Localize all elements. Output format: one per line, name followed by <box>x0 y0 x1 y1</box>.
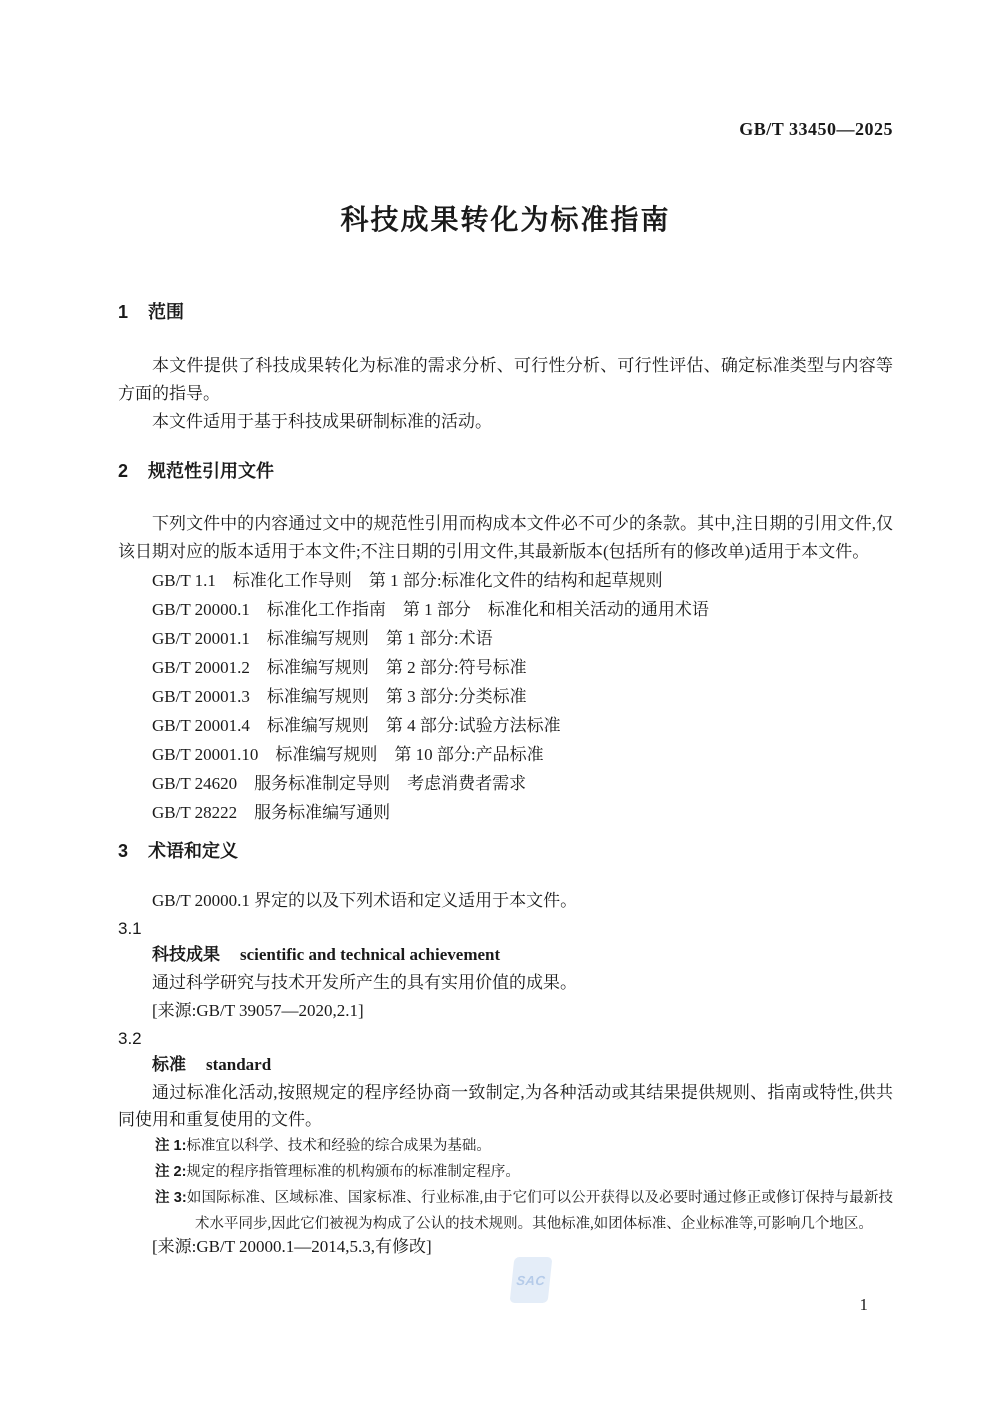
scope-paragraph-2: 本文件适用于基于科技成果研制标准的活动。 <box>152 412 492 431</box>
references-intro-paragraph: 下列文件中的内容通过文中的规范性引用而构成本文件必不可少的条款。其中,注日期的引用文件,仅该日期对应的版本适用于本文件;不注日期的引用文件,其最新版本(包括所有的修改单)适用于本文件。 <box>118 514 893 561</box>
note-label: 注 1: <box>155 1138 187 1154</box>
term-notes <box>155 1133 893 1237</box>
note-text: 规定的程序指管理标准的机构颁布的标准制定程序。 <box>186 1164 520 1180</box>
standard-code: GB/T 33450—2025 <box>739 119 893 139</box>
reference-item: GB/T 20001.3 标准编写规则 第 3 部分:分类标准 <box>152 687 527 706</box>
term-note <box>155 1133 893 1159</box>
section-heading-normative-references <box>118 460 893 482</box>
term-name-zh: 标准 <box>152 1055 186 1074</box>
term-name-en: standard <box>206 1055 272 1074</box>
section-title: 规范性引用文件 <box>148 461 275 481</box>
term-name-en: scientific and technical achievement <box>240 945 501 964</box>
section-title: 范围 <box>148 302 185 322</box>
note-label: 注 2: <box>155 1164 187 1180</box>
reference-item: GB/T 20001.1 标准编写规则 第 1 部分:术语 <box>152 629 493 648</box>
scope-paragraph-1: 本文件提供了科技成果转化为标准的需求分析、可行性分析、可行性评估、确定标准类型与内容等方面的指导。 <box>118 356 893 403</box>
reference-item: GB/T 1.1 标准化工作导则 第 1 部分:标准化文件的结构和起草规则 <box>152 571 663 590</box>
term-name-zh: 科技成果 <box>152 945 220 964</box>
term-source: [来源:GB/T 20000.1—2014,5.3,有修改] <box>152 1237 432 1256</box>
section-title: 术语和定义 <box>148 841 239 861</box>
section-number: 1 <box>118 302 129 322</box>
term-note <box>155 1185 893 1237</box>
reference-item: GB/T 20001.2 标准编写规则 第 2 部分:符号标准 <box>152 658 527 677</box>
term-source: [来源:GB/T 39057—2020,2.1] <box>152 1001 364 1020</box>
term-name-line <box>118 1051 893 1079</box>
sac-watermark-logo: SAC <box>510 1257 553 1303</box>
term-entry-number: 3.2 <box>118 1029 142 1048</box>
term-name-line <box>118 941 893 969</box>
reference-item: GB/T 24620 服务标准制定导则 考虑消费者需求 <box>152 774 527 793</box>
note-text: 如国际标准、区域标准、国家标准、行业标准,由于它们可以公开获得以及必要时通过修正或修订保持与最新技术水平同步,因此它们被视为构成了公认的技术规则。其他标准,如团体标准、企业标准等,可影响几个地区。 <box>186 1190 894 1232</box>
reference-item: GB/T 28222 服务标准编写通则 <box>152 803 391 822</box>
term-definition: 通过科学研究与技术开发所产生的具有实用价值的成果。 <box>152 973 577 992</box>
note-text: 标准宜以科学、技术和经验的综合成果为基础。 <box>186 1138 491 1154</box>
reference-item: GB/T 20001.4 标准编写规则 第 4 部分:试验方法标准 <box>152 716 561 735</box>
section-heading-scope <box>118 301 893 323</box>
term-note <box>155 1159 893 1185</box>
section-number: 3 <box>118 841 129 861</box>
normative-references-list <box>118 566 893 827</box>
terms-intro-paragraph: GB/T 20000.1 界定的以及下列术语和定义适用于本文件。 <box>152 891 578 910</box>
term-entry-number: 3.1 <box>118 919 142 938</box>
section-heading-terms <box>118 840 893 862</box>
page-content <box>118 0 893 1261</box>
note-label: 注 3: <box>155 1190 187 1206</box>
term-definition: 通过标准化活动,按照规定的程序经协商一致制定,为各种活动或其结果提供规则、指南或特性,供共同使用和重复使用的文件。 <box>118 1083 893 1129</box>
section-number: 2 <box>118 461 129 481</box>
reference-item: GB/T 20001.10 标准编写规则 第 10 部分:产品标准 <box>152 745 544 764</box>
reference-item: GB/T 20000.1 标准化工作指南 第 1 部分 标准化和相关活动的通用术语 <box>152 600 709 619</box>
page-number: 1 <box>859 1295 868 1314</box>
document-title: 科技成果转化为标准指南 <box>340 204 671 235</box>
